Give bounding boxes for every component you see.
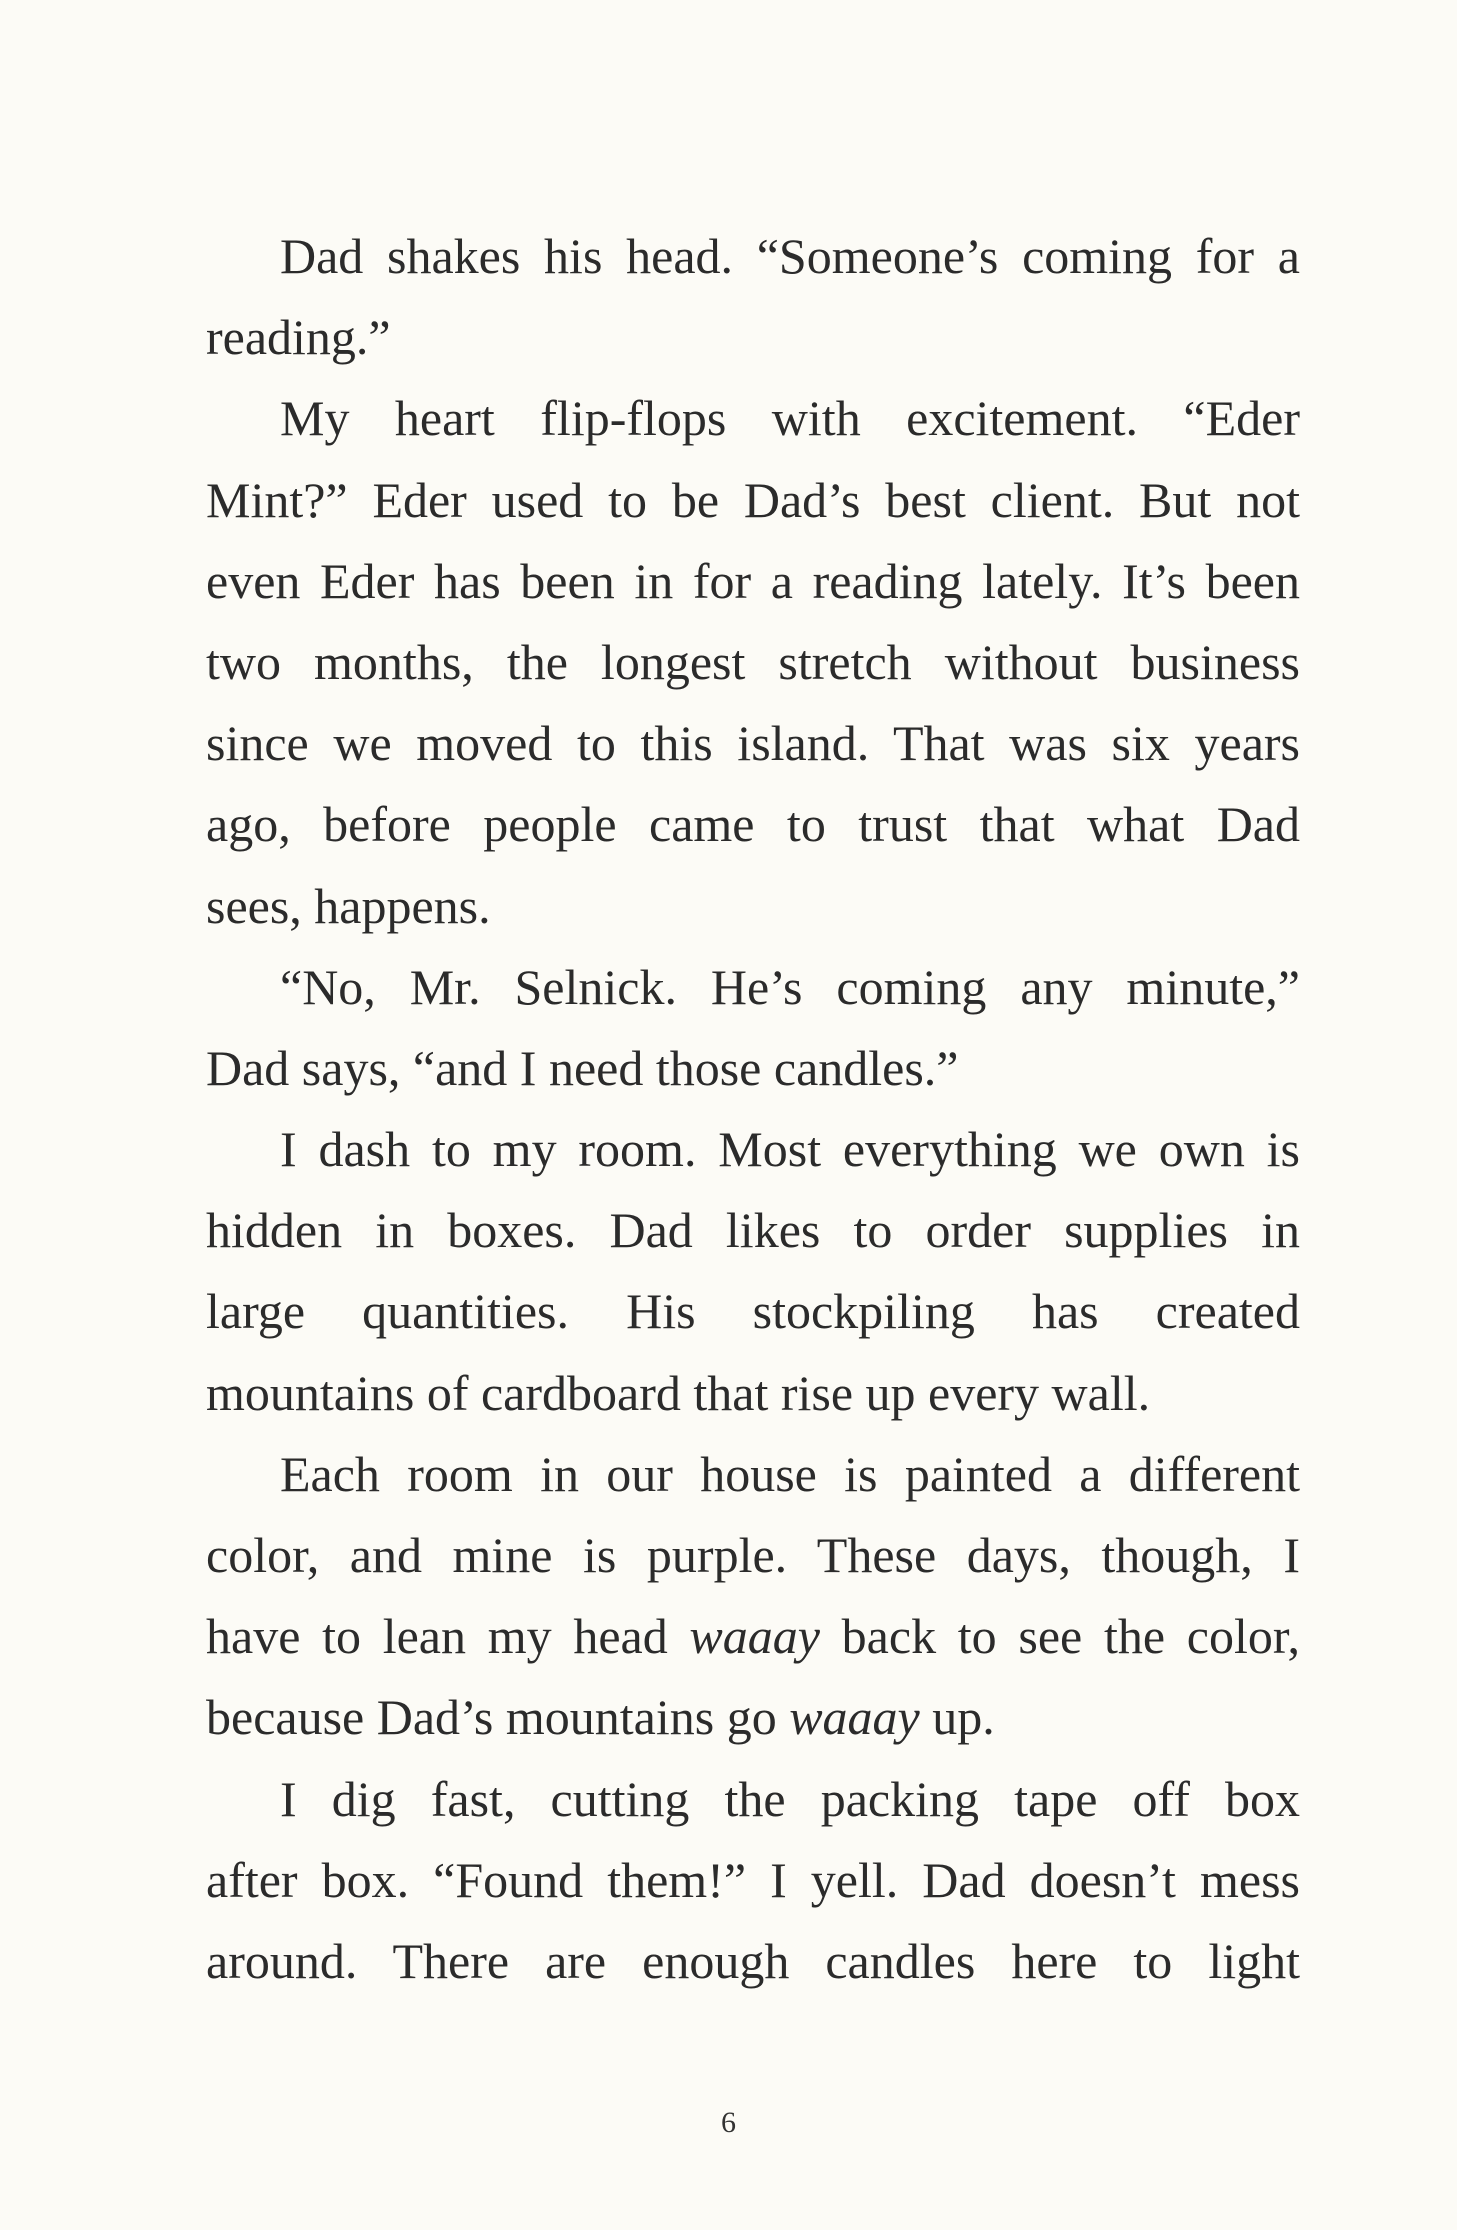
text-line: have to lean my head waaay back to see the color, xyxy=(206,1608,1300,1665)
text-line: even Eder has been in for a reading lately. It’s been xyxy=(206,552,1300,609)
text-line: I dig fast, cutting the packing tape off box xyxy=(280,1770,1300,1827)
text-line: two months, the longest stretch without business xyxy=(206,633,1300,690)
text-line: Dad shakes his head. “Someone’s coming for a xyxy=(280,228,1300,284)
text-line: sees, happens. xyxy=(206,877,491,934)
page-number: 6 xyxy=(721,2106,736,2139)
text-line: I dash to my room. Most everything we own is xyxy=(280,1121,1300,1178)
text-line: ago, before people came to trust that what Dad xyxy=(206,796,1300,853)
text-line: since we moved to this island. That was six years xyxy=(206,715,1300,772)
body-text xyxy=(206,216,1300,2002)
text-line: mountains of cardboard that rise up every wall. xyxy=(206,1364,1151,1421)
text-line: My heart flip-flops with excitement. “Eder xyxy=(280,390,1300,447)
text-line: hidden in boxes. Dad likes to order supplies in xyxy=(206,1202,1300,1259)
text-line: Dad says, “and I need those candles.” xyxy=(206,1039,959,1096)
text-line: “No, Mr. Selnick. He’s coming any minute,” xyxy=(280,958,1300,1015)
text-line: reading.” xyxy=(206,309,391,366)
text-line: Mint?” Eder used to be Dad’s best client. But not xyxy=(206,471,1300,528)
text-line: large quantities. His stockpiling has created xyxy=(206,1283,1300,1340)
emphasis: waaay xyxy=(789,1689,920,1746)
text-line: Each room in our house is painted a different xyxy=(280,1445,1300,1502)
text-line: after box. “Found them!” I yell. Dad doesn’t mess xyxy=(206,1851,1300,1908)
text-line: because Dad’s mountains go waaay up. xyxy=(206,1689,995,1746)
text-line: color, and mine is purple. These days, though, I xyxy=(206,1527,1300,1583)
emphasis: waaay xyxy=(689,1608,820,1665)
text-line: around. There are enough candles here to light xyxy=(206,1932,1300,1989)
